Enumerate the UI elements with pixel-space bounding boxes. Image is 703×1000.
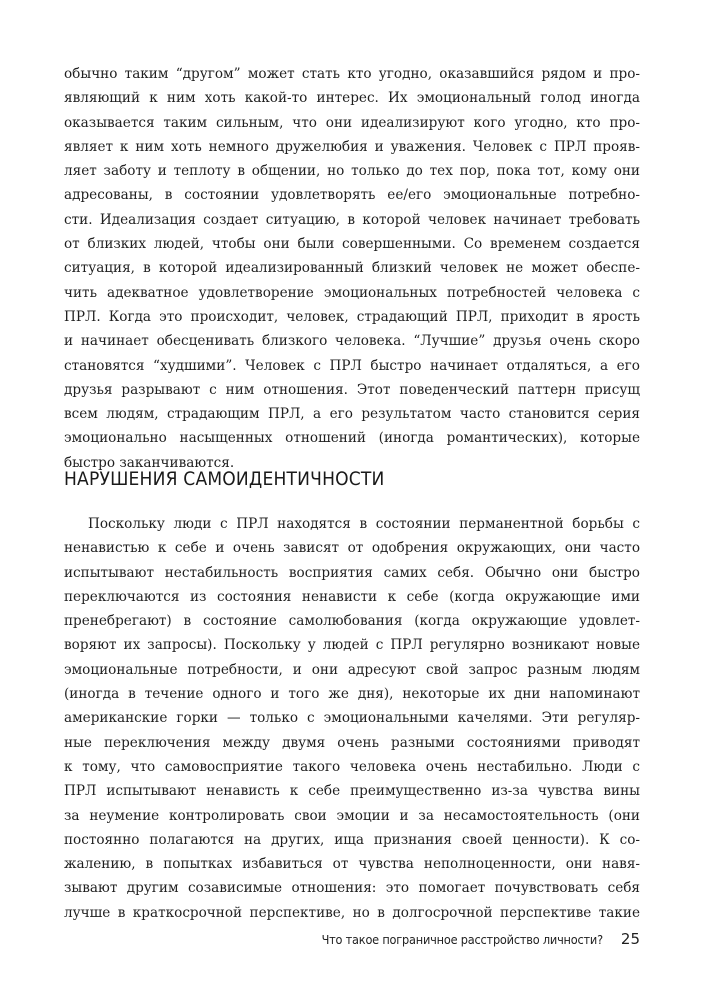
text-line: воряют их запросы). Поскольку у людей с ПРЛ регулярно возникают новые: [64, 637, 640, 654]
text-line: чить адекватное удовлетворение эмоциональных потребностей человека с: [64, 284, 640, 301]
text-line: оказывается таким сильным, что они идеализируют кого угодно, кто про-: [64, 114, 640, 131]
text-line: за неумение контролировать свои эмоции и за несамостоятельность (они: [64, 807, 640, 824]
text-line: пренебрегают) в состояние самолюбования (когда окружающие удовлет-: [64, 613, 640, 630]
text-line: сти. Идеализация создает ситуацию, в которой человек начинает требовать: [64, 211, 640, 228]
text-line: всем людям, страдающим ПРЛ, а его результатом часто становится серия: [64, 406, 640, 423]
text-line: лучше в краткосрочной перспективе, но в долгосрочной перспективе такие: [64, 904, 640, 921]
text-line: ПРЛ. Когда это происходит, человек, страдающий ПРЛ, приходит в ярость: [64, 308, 640, 325]
paragraph: [64, 512, 640, 925]
text-line: становятся “худшими”. Человек с ПРЛ быстро начинает отдаляться, а его: [64, 357, 640, 374]
text-line: обычно таким “другом” может стать кто угодно, оказавшийся рядом и про-: [64, 66, 640, 82]
text-line: являет к ним хоть немного дружелюбия и уважения. Человек с ПРЛ прояв-: [64, 138, 640, 155]
text-line: Поскольку люди с ПРЛ находятся в состоянии перманентной борьбы с: [88, 516, 640, 532]
text-line: ненавистью к себе и очень зависят от одобрения окружающих, они часто: [64, 540, 640, 557]
text-line: эмоционально насыщенных отношений (иногда романтических), которые: [64, 430, 640, 447]
text-line: и начинает обесценивать близкого человека. “Лучшие” друзья очень скоро: [64, 333, 640, 350]
text-line: испытывают нестабильность восприятия самих себя. Обычно они быстро: [64, 564, 640, 581]
page-number: 25: [620, 930, 640, 948]
text-line: эмоциональные потребности, и они адресуют свой запрос разным людям: [64, 661, 640, 678]
running-title: Что такое пограничное расстройство личности?: [321, 932, 603, 947]
text-line: ПРЛ испытывают ненависть к себе преимущественно из-за чувства вины: [64, 783, 640, 800]
text-line: зывают другим созависимые отношения: это помогает почувствовать себя: [64, 880, 640, 897]
text-line: переключаются из состояния ненависти к себе (когда окружающие ими: [64, 588, 640, 605]
text-line: ситуация, в которой идеализированный близкий человек не может обеспе-: [64, 260, 640, 277]
text-line: быстро заканчиваются.: [64, 454, 235, 471]
text-line: ляет заботу и теплоту в общении, но только до тех пор, пока тот, кому они: [64, 163, 640, 180]
text-line: от близких людей, чтобы они были совершенными. Со временем создается: [64, 236, 640, 253]
text-line: являющий к ним хоть какой-то интерес. Их эмоциональный голод иногда: [64, 90, 640, 107]
text-line: к тому, что самовосприятие такого человека очень нестабильно. Люди с: [64, 758, 640, 775]
text-line: (иногда в течение одного и того же дня), некоторые их дни напоминают: [64, 686, 640, 703]
paragraph-continued: [64, 62, 640, 475]
text-line: друзья разрывают с ним отношения. Этот поведенческий паттерн присущ: [64, 381, 640, 398]
text-line: адресованы, в состоянии удовлетворять ее/его эмоциональные потребно-: [64, 187, 640, 204]
text-line: американские горки — только с эмоциональными качелями. Эти регуляр-: [64, 710, 640, 727]
text-line: ные переключения между двумя очень разными состояниями приводят: [64, 734, 640, 751]
section-heading: НАРУШЕНИЯ САМОИДЕНТИЧНОСТИ: [64, 468, 385, 490]
text-line: жалению, в попытках избавиться от чувства неполноценности, они навя-: [64, 856, 640, 873]
page-footer: [64, 929, 640, 949]
text-line: постоянно полагаются на других, ища признания своей ценности). К со-: [64, 831, 640, 848]
